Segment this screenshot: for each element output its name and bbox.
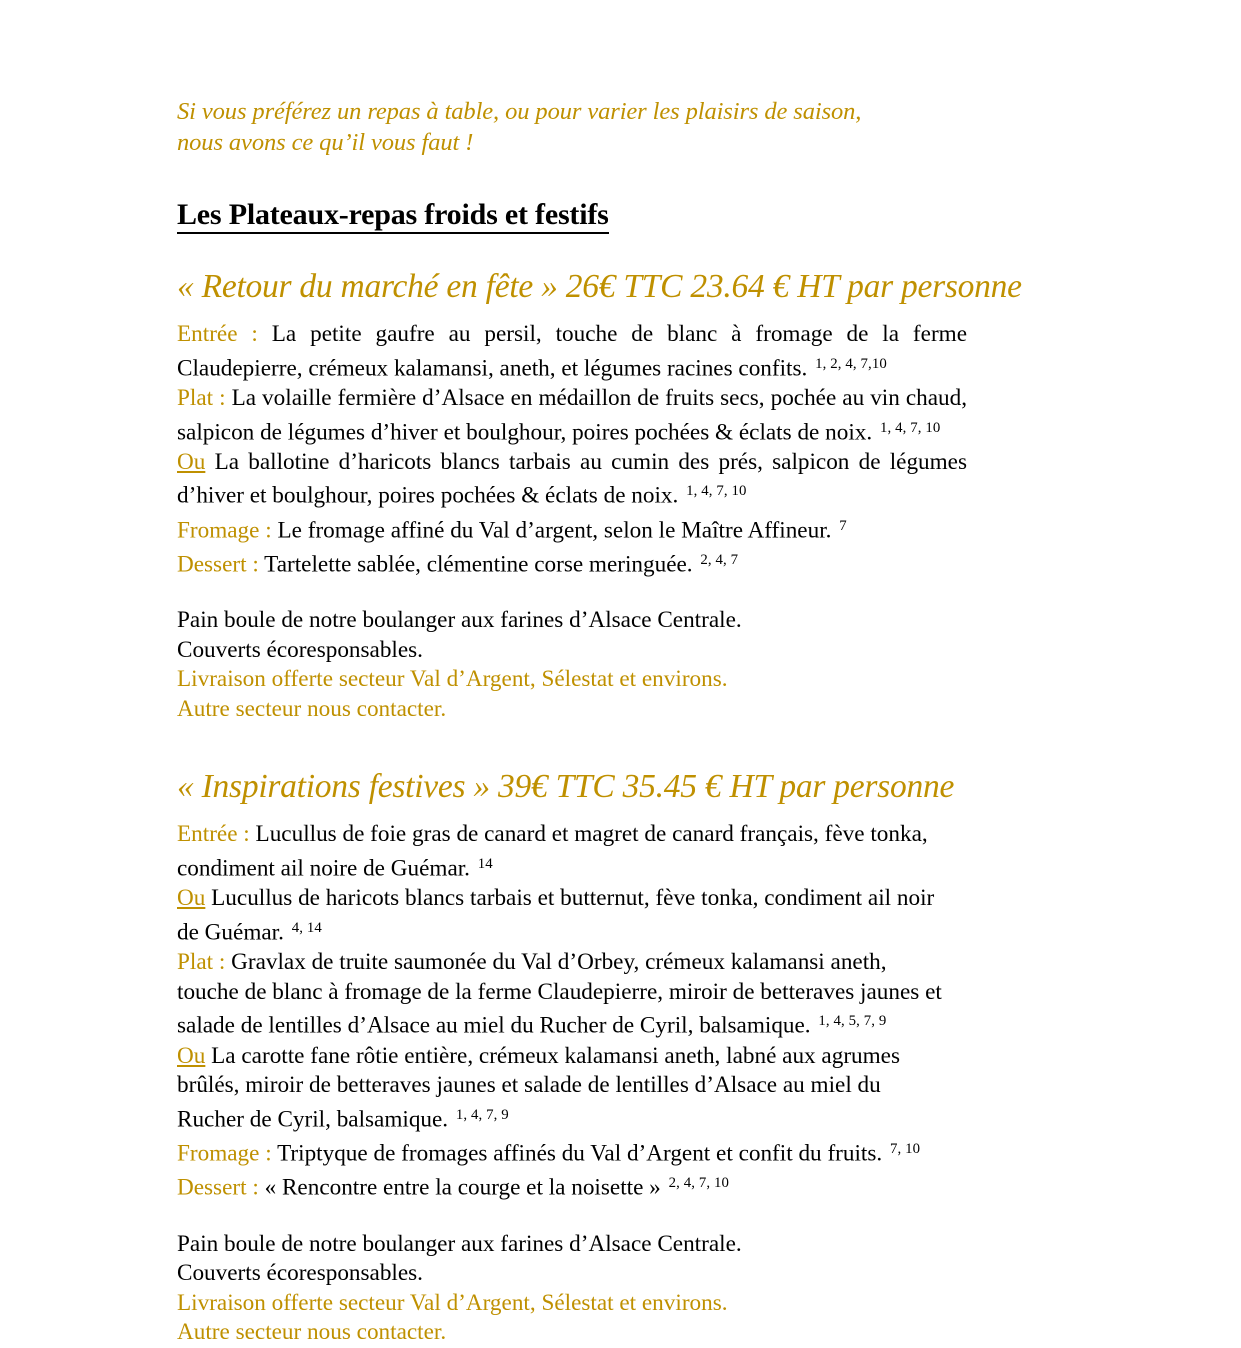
course-text: Lucullus de haricots blancs tarbais et butternut, fève tonka, condiment ail noir de Guémar. [177, 885, 935, 946]
course-label: Fromage : [177, 1140, 272, 1167]
note-bread: Pain boule de notre boulanger aux farines d’Alsace Centrale. [177, 1230, 742, 1257]
course-label: Entrée : [177, 821, 250, 848]
course-list [177, 820, 952, 1203]
allergen-list: 2, 4, 7 [700, 552, 739, 569]
course-entree [177, 320, 967, 384]
course-text: La volaille fermière d’Alsace en médaillon de fruits secs, pochée au vin chaud, salpicon de légumes d’hiver et boulghour, poires pochées & éclats de noix. [177, 384, 968, 446]
menu-notes [177, 1230, 991, 1348]
course-entree-alternative [177, 884, 952, 948]
course-plat-alternative [177, 448, 967, 512]
menu-title: « Retour du marché en fête » 26€ TTC 23.64 € HT par personne [177, 268, 1022, 305]
allergen-list: 2, 4, 7, 10 [668, 1175, 729, 1192]
intro-line-1: Si vous préférez un repas à table, ou pour varier les plaisirs de saison, [177, 98, 862, 125]
course-label-ou: Ou [177, 885, 206, 912]
course-fromage [177, 1135, 952, 1169]
menu-notes [177, 606, 991, 724]
course-text: La ballotine d’haricots blancs tarbais au cumin des prés, salpicon de légumes d’hiver et boulghour, poires pochées & éclats de noix. [177, 448, 968, 510]
menu-title: « Inspirations festives » 39€ TTC 35.45 € HT par personne [177, 768, 955, 806]
course-plat [177, 948, 952, 1042]
note-delivery: Livraison offerte secteur Val d’Argent, Sélestat et environs. [177, 666, 728, 693]
allergen-list: 1, 4, 7, 10 [879, 419, 941, 436]
allergen-list: 1, 4, 7, 9 [455, 1106, 509, 1123]
allergen-list: 14 [477, 855, 493, 872]
page-title: Les Plateaux-repas froids et festifs [177, 198, 609, 234]
note-bread: Pain boule de notre boulanger aux farines d’Alsace Centrale. [177, 607, 742, 634]
course-list [177, 320, 967, 580]
note-other-sector: Autre secteur nous contacter. [177, 695, 447, 722]
course-label: Fromage : [177, 517, 272, 544]
allergen-list: 1, 2, 4, 7,10 [815, 355, 887, 372]
course-text: La petite gaufre au persil, touche de blanc à fromage de la ferme Claudepierre, crémeux kalamansi, aneth, et légumes racines confits. [177, 321, 967, 382]
note-other-sector: Autre secteur nous contacter. [177, 1319, 447, 1346]
course-label: Dessert : [177, 551, 259, 578]
course-label: Dessert : [177, 1175, 259, 1202]
allergen-list: 7, 10 [890, 1141, 921, 1158]
course-fromage [177, 512, 967, 546]
intro-paragraph [177, 96, 991, 158]
note-cutlery: Couverts écoresponsables. [177, 1260, 423, 1287]
course-text: Tartelette sablée, clémentine corse meringuée. [264, 551, 693, 578]
intro-line-2: nous avons ce qu’il vous faut ! [177, 129, 474, 156]
course-text: La carotte fane rôtie entière, crémeux kalamansi aneth, labné aux agrumes brûlés, miroir de betteraves jaunes et salade de lentilles d’Alsace au miel du Rucher de Cyril, balsamique. [177, 1042, 900, 1133]
course-label: Entrée : [177, 321, 258, 347]
course-dessert [177, 1169, 952, 1203]
course-label-ou: Ou [177, 1042, 206, 1069]
course-label: Plat : [177, 384, 226, 411]
allergen-list: 7 [839, 517, 847, 534]
course-entree [177, 820, 952, 884]
course-plat [177, 384, 967, 448]
course-text: Gravlax de truite saumonée du Val d’Orbey, crémeux kalamansi aneth, touche de blanc à fromage de la ferme Claudepierre, miroir de betteraves jaunes et salade de lentilles d’Alsace au miel du Rucher de Cyril, balsamique. [177, 949, 942, 1040]
course-label: Plat : [177, 949, 226, 976]
course-text: Le fromage affiné du Val d’argent, selon le Maître Affineur. [277, 517, 832, 544]
menu-block-retour-du-marche [177, 268, 1022, 724]
course-text: « Rencontre entre la courge et la noisette » [264, 1175, 661, 1202]
course-label-ou: Ou [177, 448, 206, 475]
allergen-list: 1, 4, 5, 7, 9 [818, 1013, 887, 1030]
allergen-list: 1, 4, 7, 10 [686, 483, 747, 500]
course-plat-alternative [177, 1042, 952, 1136]
course-text: Lucullus de foie gras de canard et magret de canard français, fève tonka, condiment ail noire de Guémar. [177, 821, 928, 882]
course-text: Triptyque de fromages affinés du Val d’Argent et confit du fruits. [277, 1140, 883, 1167]
note-delivery: Livraison offerte secteur Val d’Argent, Sélestat et environs. [177, 1289, 728, 1316]
allergen-list: 4, 14 [291, 919, 322, 936]
note-cutlery: Couverts écoresponsables. [177, 636, 423, 663]
course-dessert [177, 546, 967, 580]
menu-block-inspirations-festives [177, 768, 991, 1347]
